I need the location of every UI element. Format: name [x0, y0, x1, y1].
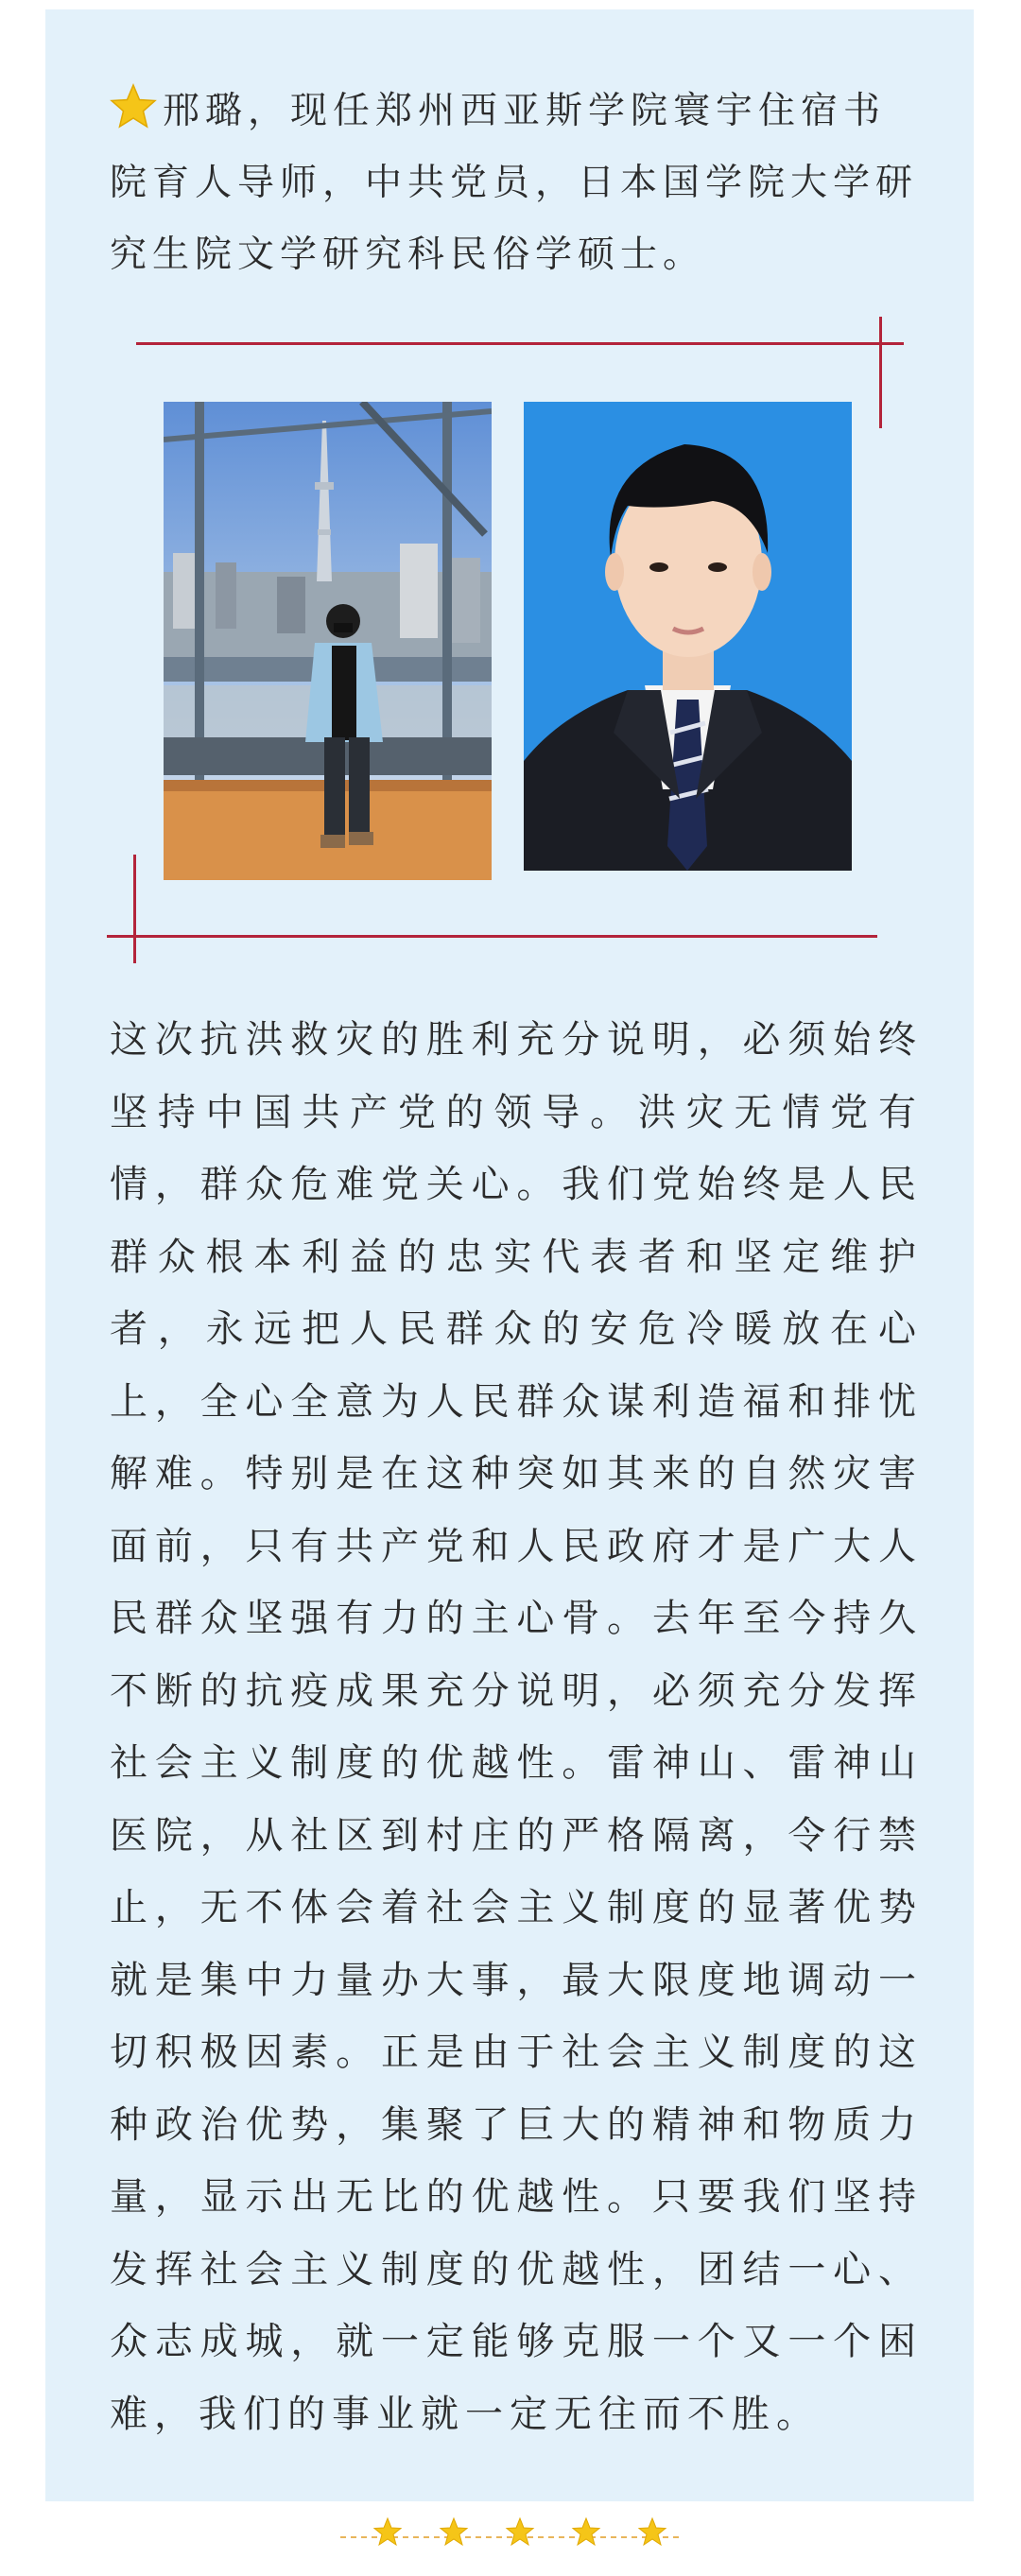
- author-intro-text: 邢璐，现任郑州西亚斯学院寰宇住宿书院育人导师，中共党员，日本国学院大学研究生院文学研究科民俗学硕士。: [110, 90, 919, 276]
- divider-star-icon: [639, 2518, 666, 2545]
- author-intro: [110, 76, 923, 291]
- divider-star-icon: [374, 2518, 401, 2545]
- frame-line-bottom-vertical: [133, 855, 136, 963]
- article-body: 这次抗洪救灾的胜利充分说明，必须始终坚持中国共产党的领导。洪灾无情党有情，群众危难党关心。我们党始终是人民群众根本利益的忠实代表者和坚定维护者，永远把人民群众的安危冷暖放在心上，全心全意为人民群众谋利造福和排忧解难。特别是在这种突如其来的自然灾害面前，只有共产党和人民政府才是广大人民群众坚强有力的主心骨。去年至今持久不断的抗疫成果充分说明，必须充分发挥社会主义制度的优越性。雷神山、雷神山医院，从社区到村庄的严格隔离，令行禁止，无不体会着社会主义制度的显著优势就是集中力量办大事，最大限度地调动一切积极因素。正是由于社会主义制度的这种政治优势，集聚了巨大的精神和物质力量，显示出无比的优越性。只要我们坚持发挥社会主义制度的优越性，团结一心、众志成城，就一定能够克服一个又一个困难，我们的事业就一定无往而不胜。: [110, 1018, 923, 2436]
- frame-line-top: [136, 342, 904, 345]
- frame-line-bottom: [107, 935, 877, 938]
- divider-star-icon: [441, 2518, 467, 2545]
- five-star-divider: [340, 2515, 681, 2560]
- divider-star-icon: [507, 2518, 533, 2545]
- divider-star-icon: [573, 2518, 599, 2545]
- photo-id-portrait: [524, 402, 852, 871]
- frame-line-top-vertical: [879, 317, 882, 428]
- photo-sky-tower-portrait: [164, 402, 492, 880]
- star-icon: [110, 83, 157, 130]
